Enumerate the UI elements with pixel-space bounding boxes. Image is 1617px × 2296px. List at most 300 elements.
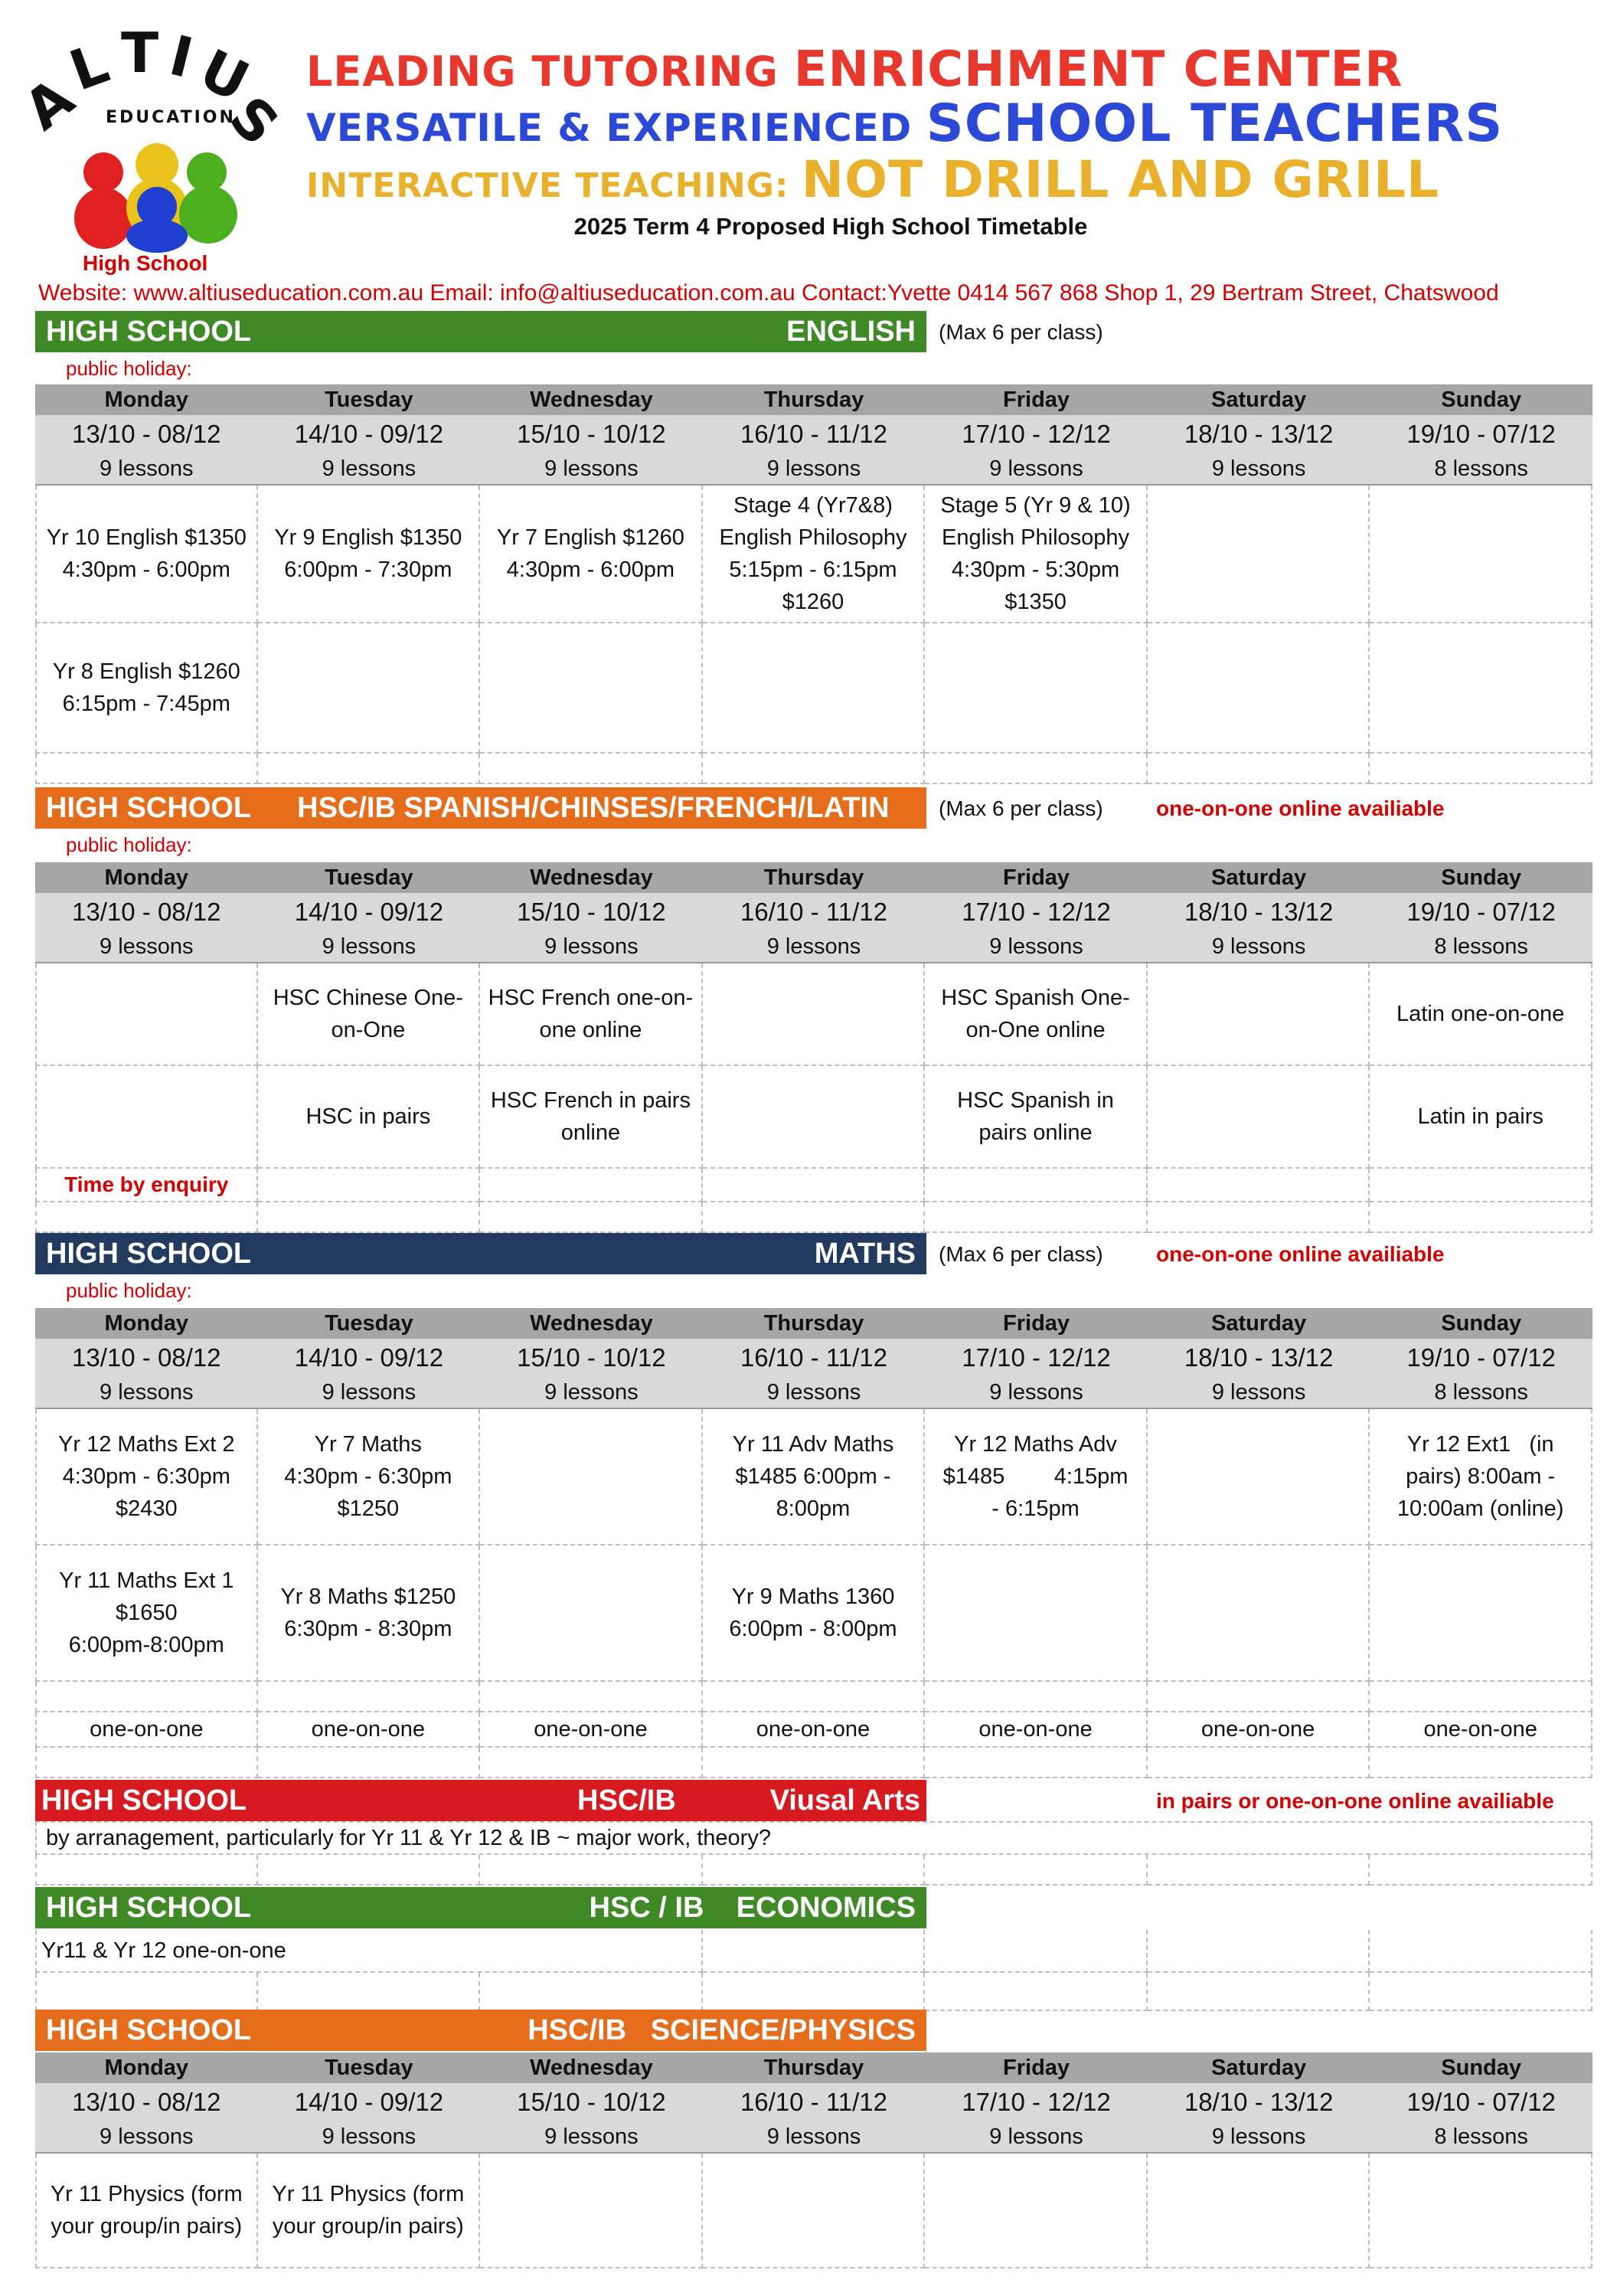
date-range: 14/10 - 09/12 [258,893,481,931]
lesson-count: 9 lessons [1148,2121,1370,2154]
day-header: Wednesday [480,2052,703,2083]
class-cell [1370,1930,1592,1973]
page-title: 2025 Term 4 Proposed High School Timetable [573,213,1088,240]
class-line: Latin in pairs [1417,1104,1544,1129]
class-cell [925,1973,1148,2011]
class-cell [258,1066,481,1169]
class-line: English Philosophy [719,525,907,550]
class-line: Yr 11 Adv Maths [732,1432,894,1457]
class-line: 6:00pm - 7:30pm [284,558,452,582]
class-cell [703,1066,926,1169]
maths-class-row-5 [35,1748,1592,1778]
date-range: 18/10 - 13/12 [1148,893,1370,931]
date-range: 18/10 - 13/12 [1148,415,1370,453]
class-cell [1370,963,1592,1066]
lesson-count: 8 lessons [1370,931,1592,963]
class-cell [35,486,258,623]
day-header: Wednesday [480,862,703,893]
class-cell [925,1169,1148,1202]
class-cell [35,1545,258,1682]
english-banner [35,311,926,352]
english-class-row-1 [35,486,1592,623]
class-line: HSC Spanish in [957,1088,1114,1113]
class-cell [925,754,1148,784]
english-lessons-row [35,453,1592,486]
class-cell [703,1855,926,1886]
languages-max-note: (Max 6 per class) [939,796,1103,820]
class-cell [925,1855,1148,1886]
class-cell: one-on-one [35,1712,258,1748]
science-lessons-row [35,2121,1592,2154]
lesson-count: 9 lessons [1148,453,1370,486]
class-line: 4:30pm - 6:00pm [506,558,675,582]
date-range: 14/10 - 09/12 [258,2083,481,2121]
class-cell [925,1748,1148,1778]
class-cell [1370,1682,1592,1712]
class-cell [925,2154,1148,2268]
day-header: Saturday [1148,1308,1370,1339]
class-cell [480,486,703,623]
maths-one-on-one-row [35,1712,1592,1748]
class-line: Stage 4 (Yr7&8) [733,493,893,518]
class-cell [35,1202,258,1233]
class-cell [258,486,481,623]
languages-row-3 [35,1169,1592,1202]
maths-banner-right: MATHS [814,1237,916,1270]
day-header: Tuesday [258,2052,481,2083]
day-header: Friday [925,862,1148,893]
day-header: Wednesday [480,1308,703,1339]
class-cell [35,2154,258,2268]
economics-description: Yr11 & Yr 12 one-on-one [41,1938,286,1963]
languages-row-1 [35,963,1592,1066]
class-line: Yr 7 Maths [314,1432,422,1457]
tagline-2 [306,93,1503,154]
english-class-row-2 [35,623,1592,754]
economics-banner [35,1887,926,1928]
class-line: 4:30pm - 6:30pm [62,1464,230,1489]
class-cell [1148,1169,1370,1202]
class-line: $1350 [1004,590,1067,614]
tagline-2-a: VERSATILE & EXPERIENCED [306,106,913,150]
class-cell [703,754,926,784]
class-cell [1370,1855,1592,1886]
class-cell [35,754,258,784]
date-range: 15/10 - 10/12 [480,893,703,931]
class-cell [258,1973,481,2011]
class-line: 5:15pm - 6:15pm [729,558,897,582]
class-line: on-One [331,1018,406,1042]
arts-banner-mid: HSC/IB [577,1784,676,1817]
class-cell [703,1930,926,1973]
class-line: pairs) 8:00am - [1406,1464,1556,1489]
class-cell [1148,1066,1370,1169]
lesson-count: 9 lessons [703,931,926,963]
arts-online-note: in pairs or one-on-one online availiable [1156,1789,1554,1813]
languages-day-row [35,862,1592,893]
class-cell [703,1169,926,1202]
arts-banner-left: HIGH SCHOOL [41,1784,247,1817]
maths-online-note: one-on-one online availiable [1156,1242,1445,1266]
maths-lessons-row [35,1377,1592,1409]
lesson-count: 9 lessons [258,1377,481,1409]
class-cell [703,623,926,754]
class-cell [1370,1545,1592,1682]
day-header: Monday [35,2052,258,2083]
class-cell [258,2154,481,2268]
day-header: Thursday [703,384,926,415]
class-cell [258,963,481,1066]
class-line: - 6:15pm [991,1496,1080,1521]
class-cell [703,963,926,1066]
day-header: Friday [925,1308,1148,1339]
class-cell [1148,1545,1370,1682]
contact-line: Website: www.altiuseducation.com.au Email: info@altiuseducation.com.au Contact:Yvette 0414 567 868 Shop 1, 29 Bertram Street, Chatswood [38,280,1499,306]
date-range: 15/10 - 10/12 [480,1339,703,1377]
languages-date-row [35,893,1592,931]
class-cell [258,1202,481,1233]
languages-banner-left: HIGH SCHOOL [46,791,252,824]
class-cell [258,1545,481,1682]
class-line: Yr 12 Maths Adv [954,1432,1117,1457]
class-cell [35,1169,258,1202]
economics-blank-row [35,1973,1592,2011]
tagline-1-a: LEADING TUTORING [306,47,779,96]
maths-banner-left: HIGH SCHOOL [46,1237,252,1270]
date-range: 19/10 - 07/12 [1370,2083,1592,2121]
class-line: Yr 12 Ext1 (in [1406,1432,1554,1457]
lesson-count: 9 lessons [1148,1377,1370,1409]
date-range: 16/10 - 11/12 [703,893,926,931]
languages-row-2 [35,1066,1592,1169]
maths-banner [35,1233,926,1274]
date-range: 13/10 - 08/12 [35,1339,258,1377]
class-cell [480,1682,703,1712]
class-line: 6:00pm-8:00pm [68,1633,224,1657]
class-line: HSC French in pairs [490,1088,691,1113]
day-header: Wednesday [480,384,703,415]
day-header: Tuesday [258,384,481,415]
lesson-count: 9 lessons [480,1377,703,1409]
day-header: Saturday [1148,2052,1370,2083]
class-line: pairs online [978,1120,1093,1145]
class-cell [1370,1748,1592,1778]
class-cell [1148,2154,1370,2268]
tagline-3 [306,150,1439,209]
lesson-count: 9 lessons [35,931,258,963]
class-line: $1650 [115,1601,178,1625]
science-date-row [35,2083,1592,2121]
class-line: on-One online [965,1018,1106,1042]
class-cell: one-on-one [1370,1712,1592,1748]
class-cell [35,623,258,754]
day-header: Thursday [703,1308,926,1339]
lesson-count: 9 lessons [480,453,703,486]
lesson-count: 9 lessons [703,453,926,486]
svg-text:U: U [190,37,259,115]
class-line: $2430 [115,1496,178,1521]
lesson-count: 9 lessons [35,453,258,486]
date-range: 15/10 - 10/12 [480,415,703,453]
english-banner-right: ENGLISH [786,315,916,348]
day-header: Saturday [1148,862,1370,893]
date-range: 16/10 - 11/12 [703,2083,926,2121]
class-cell [703,486,926,623]
class-line: Yr 11 Maths Ext 1 [59,1568,234,1593]
class-cell [480,1855,703,1886]
class-cell [480,1973,703,2011]
day-header: Sunday [1370,2052,1592,2083]
maths-max-note: (Max 6 per class) [939,1242,1103,1266]
class-cell [1148,1973,1370,2011]
altius-logo [11,21,292,253]
lesson-count: 9 lessons [480,2121,703,2154]
science-banner-left: HIGH SCHOOL [46,2013,252,2046]
class-cell [703,1545,926,1682]
lesson-count: 9 lessons [703,2121,926,2154]
class-cell [258,1409,481,1545]
lesson-count: 9 lessons [258,2121,481,2154]
class-line: Yr 9 English $1350 [274,525,462,550]
economics-banner-right: HSC / IB ECONOMICS [589,1891,916,1924]
class-cell [1370,1409,1592,1545]
day-header: Monday [35,1308,258,1339]
date-range: 13/10 - 08/12 [35,2083,258,2121]
class-cell [258,1682,481,1712]
day-header: Sunday [1370,384,1592,415]
class-line: English Philosophy [942,525,1130,550]
english-public-holiday: public holiday: [66,357,192,380]
class-line: $1485 6:00pm - [735,1464,891,1489]
high-school-label: High School [83,251,208,275]
class-cell [925,623,1148,754]
class-cell [258,623,481,754]
class-cell [258,1855,481,1886]
class-cell [1148,1409,1370,1545]
class-line: $1260 [782,590,844,614]
class-cell [480,1202,703,1233]
languages-banner [35,787,926,829]
science-class-row-1 [35,2154,1592,2268]
class-cell [258,1169,481,1202]
lesson-count: 9 lessons [35,1377,258,1409]
class-line: your group/in pairs) [51,2214,243,2239]
class-cell [703,1202,926,1233]
class-cell [1370,1202,1592,1233]
date-range: 13/10 - 08/12 [35,415,258,453]
class-cell [703,1409,926,1545]
class-line: 4:30pm - 6:30pm [284,1464,452,1489]
class-cell [925,1202,1148,1233]
science-banner [35,2010,926,2051]
class-cell [1148,623,1370,754]
science-banner-right: HSC/IB SCIENCE/PHYSICS [528,2013,916,2046]
class-cell [1370,1973,1592,2011]
class-line: 10:00am (online) [1396,1496,1564,1521]
lesson-count: 9 lessons [703,1377,926,1409]
class-cell [1370,1169,1592,1202]
class-line: HSC Chinese One- [273,986,463,1010]
class-line: one online [539,1018,642,1042]
class-line: Yr 11 Physics (form [272,2182,465,2206]
class-cell [925,1545,1148,1682]
class-cell [1148,754,1370,784]
class-cell [480,1066,703,1169]
class-cell [35,1748,258,1778]
class-line: Yr 8 Maths $1250 [280,1585,456,1609]
date-range: 14/10 - 09/12 [258,415,481,453]
class-cell [35,1409,258,1545]
class-cell [258,1748,481,1778]
class-cell [1148,963,1370,1066]
arts-banner-right: Viusal Arts [769,1784,920,1817]
date-range: 19/10 - 07/12 [1370,1339,1592,1377]
maths-timetable [35,1308,1592,1778]
class-cell [925,486,1148,623]
class-line: Yr 11 Physics (form [50,2182,243,2206]
day-header: Thursday [703,862,926,893]
class-cell: one-on-one [258,1712,481,1748]
class-cell: one-on-one [703,1712,926,1748]
maths-class-row-1 [35,1409,1592,1545]
class-line: online [560,1120,621,1145]
day-header: Friday [925,2052,1148,2083]
lesson-count: 8 lessons [1370,2121,1592,2154]
day-header: Monday [35,384,258,415]
date-range: 13/10 - 08/12 [35,893,258,931]
english-timetable [35,384,1592,784]
class-line: 6:00pm - 8:00pm [729,1617,897,1641]
class-cell [925,963,1148,1066]
class-cell [925,1409,1148,1545]
date-range: 16/10 - 11/12 [703,415,926,453]
day-header: Tuesday [258,862,481,893]
class-cell: one-on-one [1148,1712,1370,1748]
arts-banner [35,1780,926,1821]
languages-row-4 [35,1202,1592,1233]
class-cell [480,754,703,784]
class-cell [1148,1748,1370,1778]
class-cell [258,754,481,784]
time-by-enquiry-note: Time by enquiry [64,1173,229,1196]
languages-banner-right: HSC/IB SPANISH/CHINSES/FRENCH/LATIN [297,791,890,824]
class-cell [925,1930,1148,1973]
lesson-count: 9 lessons [258,453,481,486]
class-cell [703,1973,926,2011]
class-cell [703,2154,926,2268]
class-cell [1148,1930,1370,1973]
day-header: Saturday [1148,384,1370,415]
class-line: $1250 [337,1496,400,1521]
science-timetable [35,2052,1592,2268]
class-cell [925,1066,1148,1169]
class-cell [480,963,703,1066]
class-line: Stage 5 (Yr 9 & 10) [940,493,1131,518]
lesson-count: 9 lessons [925,931,1148,963]
svg-text:I: I [163,23,199,91]
class-cell [1370,623,1592,754]
date-range: 17/10 - 12/12 [925,415,1148,453]
languages-lessons-row [35,931,1592,963]
class-line: Latin one-on-one [1396,1002,1565,1026]
day-header: Monday [35,862,258,893]
class-line: Yr 9 Maths 1360 [731,1585,895,1609]
svg-text:L: L [61,31,117,103]
svg-text:S: S [217,83,292,158]
arts-description: by arranagement, particularly for Yr 11 & Yr 12 & IB ~ major work, theory? [46,1825,771,1850]
english-day-row [35,384,1592,415]
class-cell [1148,486,1370,623]
day-header: Sunday [1370,862,1592,893]
maths-class-row-3 [35,1682,1592,1712]
date-range: 14/10 - 09/12 [258,1339,481,1377]
class-cell [1370,486,1592,623]
class-cell [35,1930,703,1973]
arts-description-row [35,1821,1592,1855]
class-line: Yr 12 Maths Ext 2 [58,1432,235,1457]
class-cell: one-on-one [925,1712,1148,1748]
languages-online-note: one-on-one online availiable [1156,796,1445,820]
day-header: Friday [925,384,1148,415]
english-date-row [35,415,1592,453]
class-line: Yr 7 English $1260 [496,525,684,550]
science-day-row [35,2052,1592,2083]
date-range: 16/10 - 11/12 [703,1339,926,1377]
class-cell [35,1682,258,1712]
lesson-count: 9 lessons [480,931,703,963]
class-line: HSC Spanish One- [941,986,1130,1010]
class-line: 6:30pm - 8:30pm [284,1617,452,1641]
english-max-note: (Max 6 per class) [939,320,1103,344]
class-cell [35,963,258,1066]
class-line: HSC in pairs [305,1104,431,1129]
english-banner-left: HIGH SCHOOL [46,315,252,348]
maths-date-row [35,1339,1592,1377]
english-class-row-3 [35,754,1592,784]
arts-blank-row [35,1855,1592,1886]
date-range: 19/10 - 07/12 [1370,415,1592,453]
class-cell [480,2154,703,2268]
class-line: 4:30pm - 6:00pm [62,558,230,582]
class-cell [1370,2154,1592,2268]
date-range: 19/10 - 07/12 [1370,893,1592,931]
lesson-count: 9 lessons [35,2121,258,2154]
date-range: 17/10 - 12/12 [925,1339,1148,1377]
maths-day-row [35,1308,1592,1339]
maths-public-holiday: public holiday: [66,1279,192,1302]
lesson-count: 9 lessons [925,453,1148,486]
class-line: 8:00pm [776,1496,851,1521]
svg-text:A: A [11,65,86,143]
class-cell [925,1682,1148,1712]
tagline-1-b: ENRICHMENT CENTER [793,41,1403,98]
class-line: 6:15pm - 7:45pm [62,692,230,716]
maths-class-row-2 [35,1545,1592,1682]
class-cell [480,623,703,754]
class-cell [480,1409,703,1545]
economics-banner-left: HIGH SCHOOL [46,1891,252,1924]
class-line: 4:30pm - 5:30pm [951,558,1120,582]
lesson-count: 8 lessons [1370,1377,1592,1409]
lesson-count: 8 lessons [1370,453,1592,486]
class-cell [35,1066,258,1169]
lesson-count: 9 lessons [1148,931,1370,963]
svg-text:T: T [121,21,159,85]
class-cell [480,1169,703,1202]
tagline-3-a: INTERACTIVE TEACHING: [306,166,789,205]
languages-public-holiday: public holiday: [66,833,192,856]
class-cell [1148,1682,1370,1712]
